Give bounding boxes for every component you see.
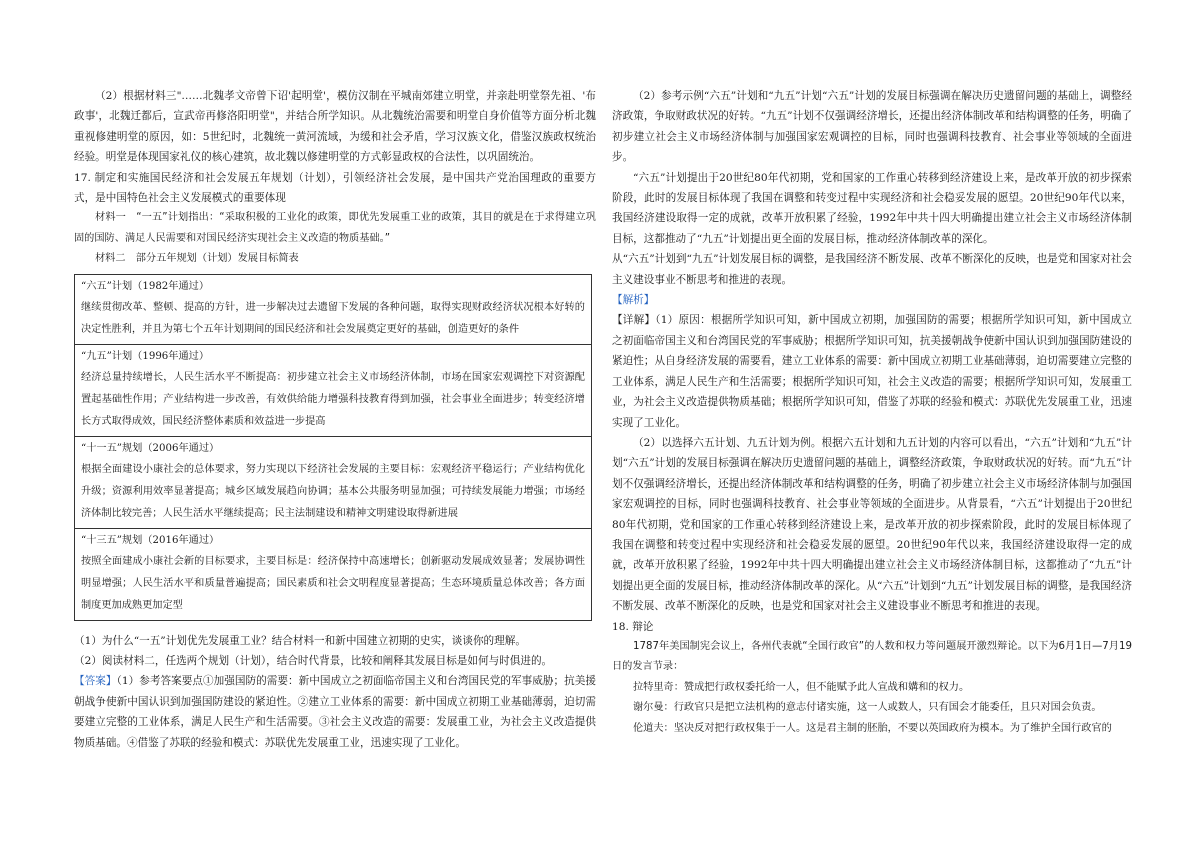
table-row — [75, 344, 592, 436]
sub-question-1: （1）为什么“一五”计划优先发展重工业？结合材料一和新中国建立初期的史实，谈谈你的理解。 — [74, 634, 526, 647]
plan-goals: 经济总量持续增长，人民生活水平不断提高：初步建立社会主义市场经济体制，市场在国家宏观调控下对资源配置起基础性作用；产业结构进一步改善，有效供给能力增强科技教育得到加强，社会事业全面进步；转变经济增长方式取得成效，国民经济整体素质和效益进一步提高 — [81, 371, 585, 427]
question-18-stem: 18. 辩论 — [612, 620, 654, 633]
plan-goals: 根据全面建设小康社会的总体要求，努力实现以下经济社会发展的主要目标：宏观经济平稳运行；产业结构优化升级；资源利用效率显著提高；城乡区域发展趋向协调；基本公共服务明显加强；可持续发展能力增强；市场经济体制比较完善；人民生活水平继续提高；民主法制建设和精神文明建设取得新进展 — [81, 463, 585, 519]
answer-part-2: （2）参考示例“六五”计划和“九五”计划“六五”计划的发展目标强调在解决历史遗留问题的基础上，调整经济政策，争取财政状况的好转。“九五”计划不仅强调经济增长，还提出经济体制改革和结构调整的任务，明确了初步建立社会主义市场经济体制与加强国家宏观调控的目标，同时也强调科技教育、社会事业等领域的全面进步。 — [612, 90, 1132, 164]
question-18-intro: 1787年美国制宪会议上，各州代表就“全国行政官”的人数和权力等问题展开激烈辩论。以下为6月1日—7月19日的发言节录： — [612, 640, 1132, 673]
plan-title: “十三五”规划（2016年通过） — [81, 534, 220, 546]
speech-rutledge: 拉特里奇：赞成把行政权委托给一人，但不能赋予此人宣战和媾和的权力。 — [633, 681, 970, 693]
plan-goals-table — [74, 274, 592, 621]
detail-part-2: （2）以选择六五计划、九五计划为例。根据六五计划和九五计划的内容可以看出，“六五”计划和“九五”计划“六五”计划的发展目标强调在解决历史遗留问题的基础上，调整经济政策，争取财政状况的好转。而“九五”计划不仅强调经济增长，还提出经济体制改革和结构调整的任务，明确了初步建立社会主义市场经济体制与加强国家宏观调控的目标，同时也强调科技教育、社会事业等领域的全面进步。从背景看，“六五”计划提出于20世纪80年代初期，党和国家的工作重心转移到经济建设上来，是改革开放的初步探索阶段，此时的发展目标体现了我国在调整和转变过程中实现经济和社会稳妥发展的愿望。20世纪90年代以来，我国经济建设取得一定的成就，改革开放积累了经验，1992年中共十四大明确提出建立社会主义市场经济体制目标，这都推动了“九五”计划提出更全面的发展目标，推动经济体制改革的深化。从“六五”计划到“九五”计划发展目标的调整，是我国经济不断发展、改革不断深化的反映，也是党和国家对社会主义建设事业不断思考和推进的表现。 — [612, 436, 1132, 613]
analysis-tag: 【解析】 — [612, 294, 655, 307]
plan-title: “六五”计划（1982年通过） — [81, 280, 210, 292]
material-2-caption: 材料二 部分五年规划（计划）发展目标简表 — [95, 253, 299, 265]
table-row — [75, 528, 592, 620]
plan-title: “九五”计划（1996年通过） — [81, 350, 210, 362]
paragraph-q16-answer-2: （2）根据材料三"……北魏孝文帝曾下诏'起明堂'，模仿汉制在平城南郊建立明堂，并亲赴明堂祭先祖、'布政事'，北魏迁都后，宣武帝再修洛阳明堂"，并结合所学知识。从北魏统治需要和明堂自身价值等方面分析北魏重视修建明堂的原因，如：5世纪时，北魏统一黄河流域，为缓和社会矛盾，学习汉族文化，借鉴汉族政权统治经验。明堂是体现国家礼仪的核心建筑，故北魏以修建明堂的方式彰显政权的合法性，以巩固统治。 — [74, 90, 596, 164]
plan-title: “十一五”规划（2006年通过） — [81, 442, 220, 454]
plan-goals: 继续贯彻改革、整顿、提高的方针，进一步解决过去遗留下发展的各种问题，取得实现财政经济状况根本好转的决定性胜利，并且为第七个五年计划期间的国民经济和社会发展奠定更好的基础，创造更好的条件 — [81, 301, 585, 335]
plan-goals: 按照全面建成小康社会新的目标要求，主要目标是：经济保持中高速增长；创新驱动发展成效显著；发展协调性明显增强；人民生活水平和质量普遍提高；国民素质和社会文明程度显著提高；生态环境质量总体改善；各方面制度更加成熟更加定型 — [81, 555, 585, 611]
right-column — [612, 86, 1132, 739]
answer-tag: 【答案】 — [74, 675, 117, 688]
table-row — [75, 436, 592, 528]
answer-background: “六五”计划提出于20世纪80年代初期，党和国家的工作重心转移到经济建设上来，是改革开放的初步探索阶段，此时的发展目标体现了我国在调整和转变过程中实现经济和社会稳妥发展的愿望。20世纪90年代以来，我国经济建设取得一定的成就，改革开放积累了经验，1992年中共十四大明确提出建立社会主义市场经济体制目标，这都推动了“九五”计划提出更全面的发展目标，推动经济体制改革的深化。 — [612, 171, 1132, 245]
speech-sherman: 谢尔曼：行政官只是把立法机构的意志付诸实施，这一人或数人，只有国会才能委任，且只对国会负责。 — [633, 702, 1102, 714]
sub-question-2: （2）阅读材料二，任选两个规划（计划），结合时代背景，比较和阐释其发展目标是如何与时俱进的。 — [74, 655, 553, 668]
speech-randolph: 伦道夫：坚决反对把行政权集于一人。这是君主制的胚胎，不要以英国政府为模本。为了维护全国行政官的 — [633, 722, 1112, 734]
table-row — [75, 274, 592, 344]
left-column — [74, 86, 596, 753]
detail-part-1: 【详解】（1）原因：根据所学知识可知，新中国成立初期，加强国防的需要；根据所学知识可知，新中国成立之初面临帝国主义和台湾国民党的军事威胁；根据所学知识可知，抗美援朝战争使新中国认识到加强国防建设的紧迫性；从自身经济发展的需要看，建立工业体系的需要：新中国成立初期工业基础薄弱，迫切需要建立完整的工业体系，满足人民生产和生活需要；根据所学知识可知，社会主义改造的需要；根据所学知识可知，发展重工业，为社会主义改造提供物质基础；根据所学知识可知，借鉴了苏联的经验和模式：苏联优先发展重工业，迅速实现了工业化。 — [612, 314, 1132, 429]
answer-text: （1）参考答案要点①加强国防的需要：新中国成立之初面临帝国主义和台湾国民党的军事威胁；抗美援朝战争使新中国认识到加强国防建设的紧迫性。②建立工业体系的需要：新中国成立初期工业基础薄弱，迫切需要建立完整的工业体系，满足人民生产和生活需要。③社会主义改造的需要：发展重工业，为社会主义改造提供物质基础。④借鉴了苏联的经验和模式：苏联优先发展重工业，迅速实现了工业化。 — [74, 675, 597, 749]
answer-block — [74, 671, 596, 753]
material-1: 材料一 “一五”计划指出：“采取积极的工业化的政策，即优先发展重工业的政策，其目的就是在于求得建立巩固的国防、满足人民需要和对国民经济实现社会主义改造的物质基础。” — [74, 212, 596, 244]
answer-conclusion: 从“六五”计划到“九五”计划发展目标的调整，是我国经济不断发展、改革不断深化的反映，也是党和国家对社会主义建设事业不断思考和推进的表现。 — [612, 253, 1132, 286]
question-17-stem: 17. 制定和实施国民经济和社会发展五年规划（计划），引领经济社会发展，是中国共产党治国理政的重要方式，是中国特色社会主义发展模式的重要体现 — [74, 171, 596, 205]
